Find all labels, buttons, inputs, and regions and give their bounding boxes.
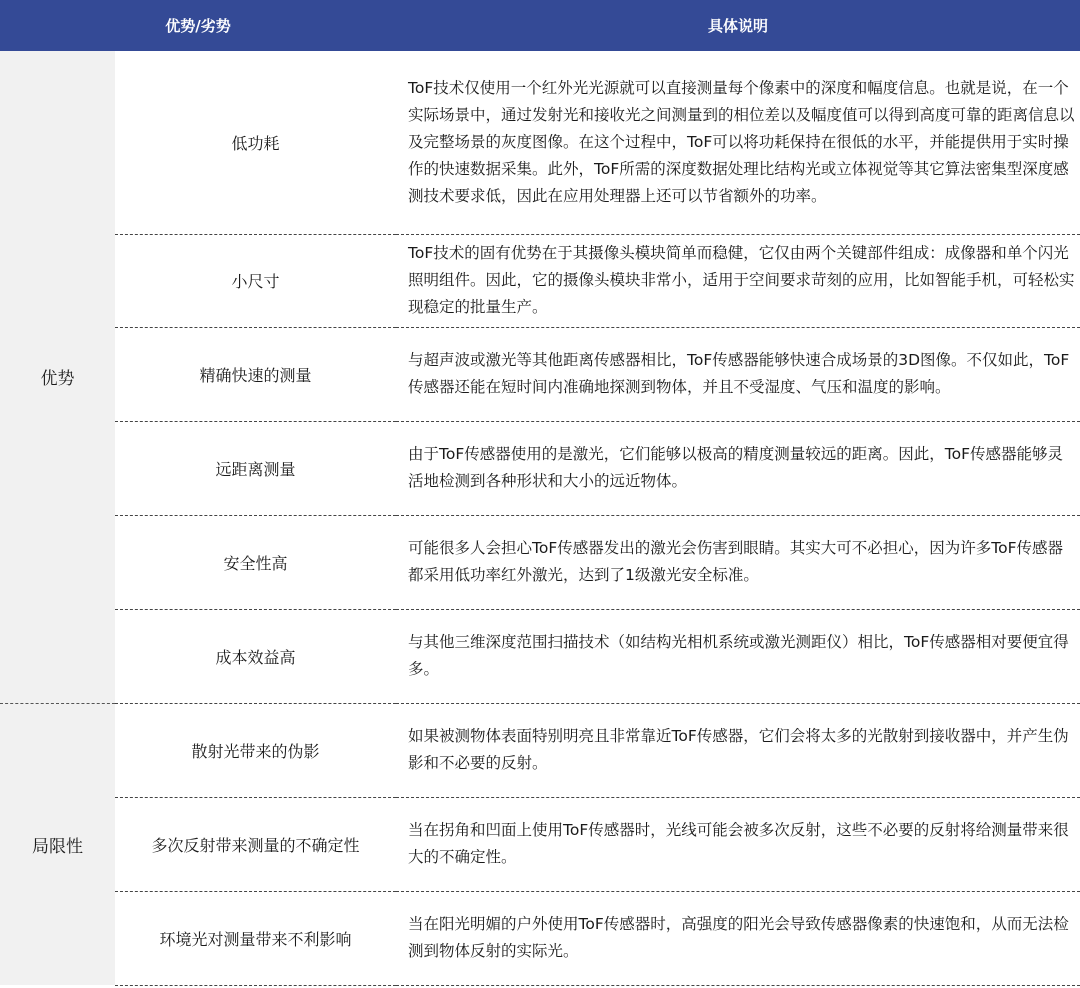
feature-cell: 小尺寸	[115, 234, 396, 327]
description-cell: ToF技术仅使用一个红外光光源就可以直接测量每个像素中的深度和幅度信息。也就是说，在一个实际场景中，通过发射光和接收光之间测量到的相位差以及幅度值可以得到高度可靠的距离信息以及完整场景的灰度图像。在这个过程中，ToF可以将功耗保持在很低的水平，并能提供用于实时操作的快速数据采集。此外，ToF所需的深度数据处理比结构光或立体视觉等其它算法密集型深度感测技术要求低，因此在应用处理器上还可以节省额外的功率。	[396, 51, 1080, 234]
group-label-limitations: 局限性	[0, 703, 115, 985]
table-row	[0, 703, 1080, 797]
table-row	[0, 421, 1080, 515]
table-row	[0, 51, 1080, 234]
description-cell: 与其他三维深度范围扫描技术（如结构光相机系统或激光测距仪）相比，ToF传感器相对要便宜得多。	[396, 609, 1080, 703]
description-cell: 当在拐角和凹面上使用ToF传感器时，光线可能会被多次反射，这些不必要的反射将给测量带来很大的不确定性。	[396, 797, 1080, 891]
table-row	[0, 327, 1080, 421]
feature-cell: 安全性高	[115, 515, 396, 609]
table-header-row	[0, 0, 1080, 51]
feature-cell: 环境光对测量带来不利影响	[115, 891, 396, 985]
feature-cell: 多次反射带来测量的不确定性	[115, 797, 396, 891]
description-cell: 由于ToF传感器使用的是激光，它们能够以极高的精度测量较远的距离。因此，ToF传感器能够灵活地检测到各种形状和大小的远近物体。	[396, 421, 1080, 515]
description-cell: ToF技术的固有优势在于其摄像头模块简单而稳健，它仅由两个关键部件组成：成像器和单个闪光照明组件。因此，它的摄像头模块非常小，适用于空间要求苛刻的应用，比如智能手机，可轻松实现稳定的批量生产。	[396, 234, 1080, 327]
feature-cell: 低功耗	[115, 51, 396, 234]
table-row	[0, 234, 1080, 327]
table-row	[0, 515, 1080, 609]
table-row	[0, 609, 1080, 703]
feature-cell: 远距离测量	[115, 421, 396, 515]
description-cell: 如果被测物体表面特别明亮且非常靠近ToF传感器，它们会将太多的光散射到接收器中，并产生伪影和不必要的反射。	[396, 703, 1080, 797]
description-cell: 可能很多人会担心ToF传感器发出的激光会伤害到眼睛。其实大可不必担心，因为许多ToF传感器都采用低功率红外激光，达到了1级激光安全标准。	[396, 515, 1080, 609]
header-pros-cons: 优势/劣势	[0, 0, 396, 51]
description-cell: 与超声波或激光等其他距离传感器相比，ToF传感器能够快速合成场景的3D图像。不仅如此，ToF传感器还能在短时间内准确地探测到物体，并且不受湿度、气压和温度的影响。	[396, 327, 1080, 421]
header-description: 具体说明	[396, 0, 1080, 51]
feature-cell: 成本效益高	[115, 609, 396, 703]
feature-cell: 精确快速的测量	[115, 327, 396, 421]
group-label-advantages: 优势	[0, 51, 115, 703]
feature-cell: 散射光带来的伪影	[115, 703, 396, 797]
table-row	[0, 891, 1080, 985]
description-cell: 当在阳光明媚的户外使用ToF传感器时，高强度的阳光会导致传感器像素的快速饱和，从而无法检测到物体反射的实际光。	[396, 891, 1080, 985]
table-row	[0, 797, 1080, 891]
